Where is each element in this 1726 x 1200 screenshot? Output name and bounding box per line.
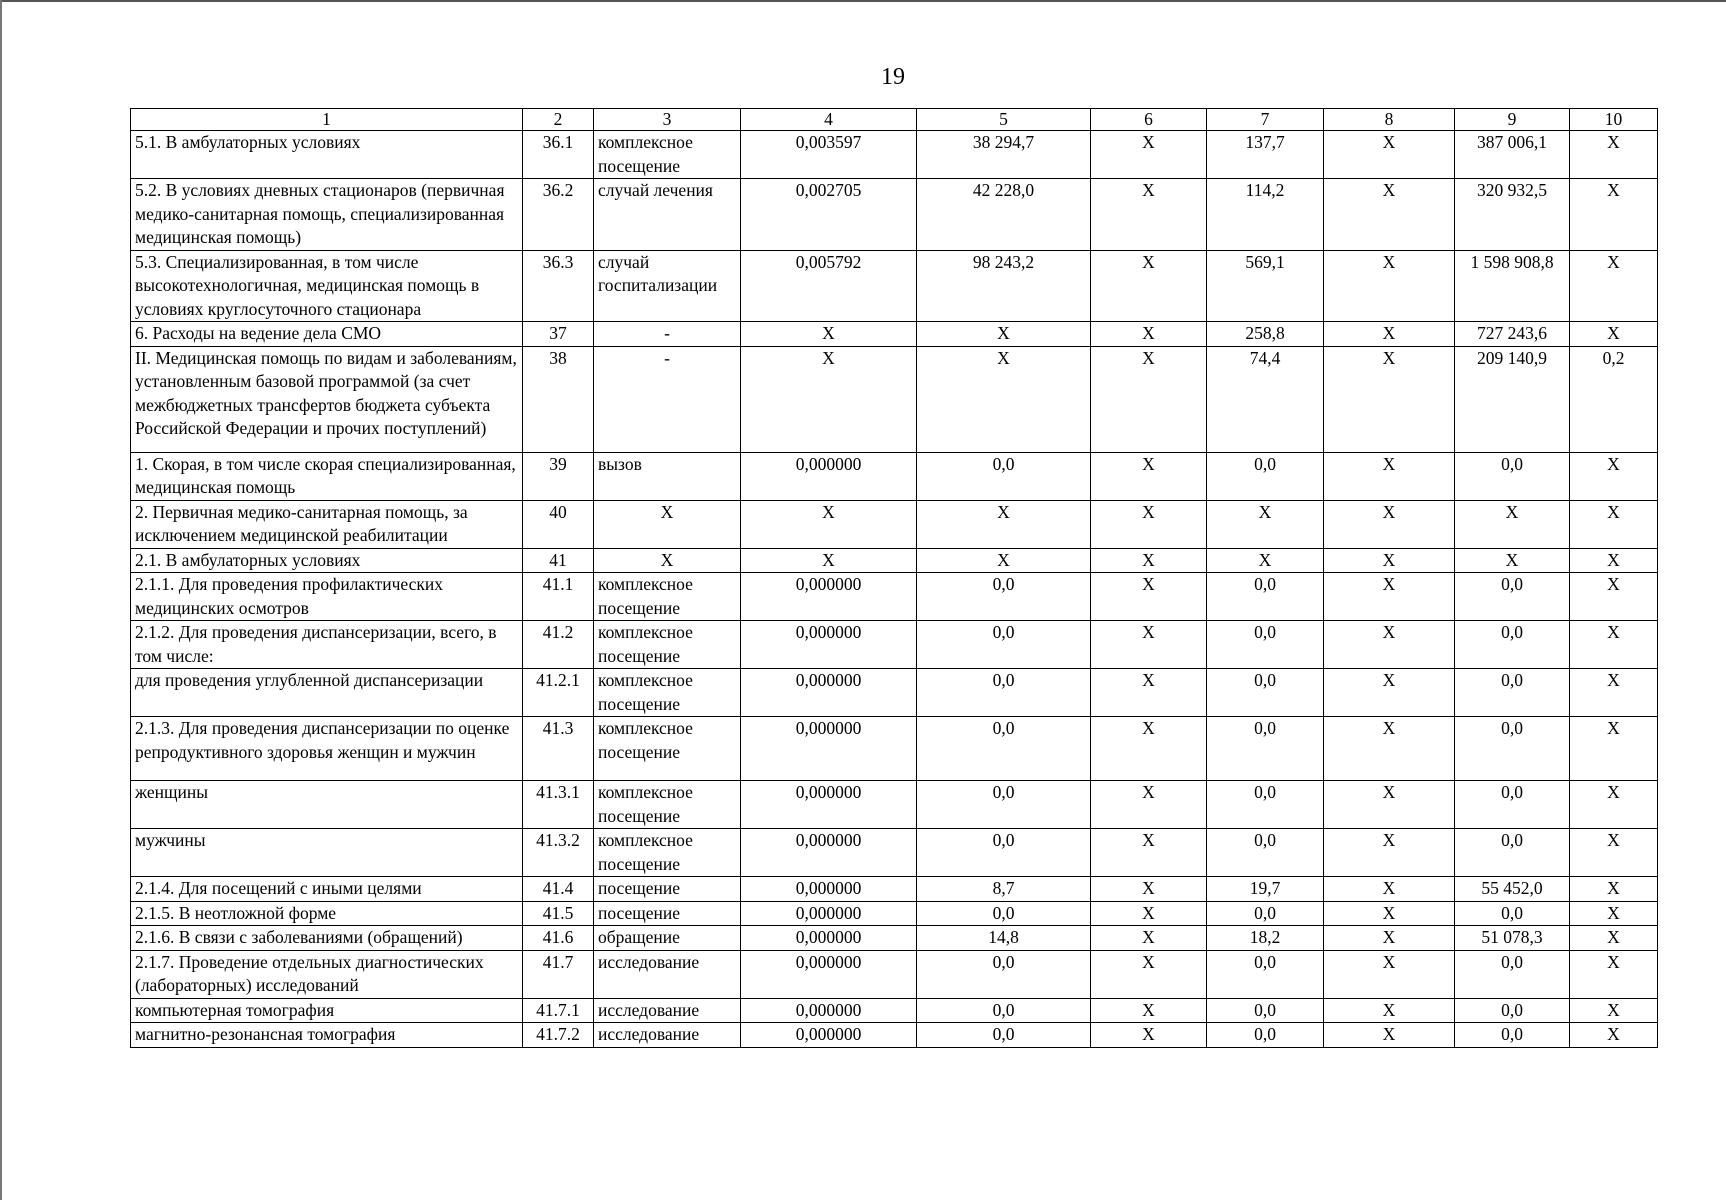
col4-cell: X <box>741 500 917 548</box>
col4-cell: 0,000000 <box>741 717 917 781</box>
unit-cell: комплексное посещение <box>594 781 741 829</box>
table-row <box>131 829 1658 877</box>
row-label-cell: 1. Скорая, в том числе скорая специализированная, медицинская помощь <box>131 452 523 500</box>
table-row <box>131 500 1658 548</box>
col4-cell: X <box>741 322 917 347</box>
col5-cell: X <box>917 500 1091 548</box>
col5-cell: 0,0 <box>917 781 1091 829</box>
col6-cell: X <box>1091 250 1207 322</box>
col10-cell: X <box>1570 781 1658 829</box>
row-code-cell: 37 <box>523 322 594 347</box>
unit-cell: случай госпитализации <box>594 250 741 322</box>
unit-cell: посещение <box>594 901 741 926</box>
col10-cell: X <box>1570 901 1658 926</box>
unit-cell: комплексное посещение <box>594 131 741 179</box>
row-code-cell: 41.4 <box>523 877 594 902</box>
col6-cell: X <box>1091 322 1207 347</box>
col8-cell: X <box>1324 621 1455 669</box>
col9-cell: 0,0 <box>1455 781 1570 829</box>
row-code-cell: 41.7.1 <box>523 998 594 1023</box>
column-header: 9 <box>1455 109 1570 131</box>
column-header: 7 <box>1207 109 1324 131</box>
column-header: 1 <box>131 109 523 131</box>
col8-cell: X <box>1324 573 1455 621</box>
unit-cell: случай лечения <box>594 179 741 251</box>
col9-cell: 0,0 <box>1455 998 1570 1023</box>
col5-cell: X <box>917 346 1091 452</box>
table-row <box>131 901 1658 926</box>
col6-cell: X <box>1091 1023 1207 1048</box>
col8-cell: X <box>1324 998 1455 1023</box>
column-header: 2 <box>523 109 594 131</box>
table-row <box>131 998 1658 1023</box>
col4-cell: 0,000000 <box>741 950 917 998</box>
col10-cell: X <box>1570 548 1658 573</box>
col10-cell: X <box>1570 250 1658 322</box>
col8-cell: X <box>1324 1023 1455 1048</box>
col5-cell: 98 243,2 <box>917 250 1091 322</box>
col6-cell: X <box>1091 926 1207 951</box>
col5-cell: X <box>917 548 1091 573</box>
col8-cell: X <box>1324 950 1455 998</box>
row-label-cell: 2.1.3. Для проведения диспансеризации по оценке репродуктивного здоровья женщин и мужчин <box>131 717 523 781</box>
column-header: 6 <box>1091 109 1207 131</box>
row-label-cell: 2.1.5. В неотложной форме <box>131 901 523 926</box>
table-row <box>131 1023 1658 1048</box>
col9-cell: 0,0 <box>1455 1023 1570 1048</box>
table-row <box>131 621 1658 669</box>
col7-cell: 19,7 <box>1207 877 1324 902</box>
col6-cell: X <box>1091 717 1207 781</box>
row-label-cell: 2.1.2. Для проведения диспансеризации, всего, в том числе: <box>131 621 523 669</box>
row-code-cell: 41.5 <box>523 901 594 926</box>
table-row <box>131 669 1658 717</box>
scan-edge-left <box>0 0 2 1200</box>
col7-cell: 0,0 <box>1207 1023 1324 1048</box>
col9-cell: 0,0 <box>1455 573 1570 621</box>
col5-cell: 0,0 <box>917 901 1091 926</box>
col7-cell: X <box>1207 500 1324 548</box>
row-label-cell: магнитно-резонансная томография <box>131 1023 523 1048</box>
col10-cell: X <box>1570 669 1658 717</box>
col10-cell: 0,2 <box>1570 346 1658 452</box>
col4-cell: 0,000000 <box>741 877 917 902</box>
row-code-cell: 41 <box>523 548 594 573</box>
unit-cell: - <box>594 322 741 347</box>
row-code-cell: 41.7.2 <box>523 1023 594 1048</box>
col4-cell: 0,000000 <box>741 452 917 500</box>
col10-cell: X <box>1570 500 1658 548</box>
col6-cell: X <box>1091 500 1207 548</box>
col4-cell: 0,000000 <box>741 573 917 621</box>
col6-cell: X <box>1091 669 1207 717</box>
col8-cell: X <box>1324 179 1455 251</box>
col7-cell: 0,0 <box>1207 717 1324 781</box>
row-code-cell: 41.6 <box>523 926 594 951</box>
col7-cell: 0,0 <box>1207 829 1324 877</box>
row-code-cell: 40 <box>523 500 594 548</box>
col8-cell: X <box>1324 131 1455 179</box>
row-code-cell: 41.2.1 <box>523 669 594 717</box>
col5-cell: 0,0 <box>917 717 1091 781</box>
col9-cell: 0,0 <box>1455 669 1570 717</box>
col8-cell: X <box>1324 500 1455 548</box>
col4-cell: X <box>741 548 917 573</box>
col9-cell: 387 006,1 <box>1455 131 1570 179</box>
row-label-cell: 6. Расходы на ведение дела СМО <box>131 322 523 347</box>
col6-cell: X <box>1091 621 1207 669</box>
col7-cell: 569,1 <box>1207 250 1324 322</box>
unit-cell: X <box>594 500 741 548</box>
col7-cell: 137,7 <box>1207 131 1324 179</box>
col7-cell: 0,0 <box>1207 998 1324 1023</box>
col7-cell: 0,0 <box>1207 901 1324 926</box>
col4-cell: 0,000000 <box>741 901 917 926</box>
row-label-cell: 2.1.1. Для проведения профилактических медицинских осмотров <box>131 573 523 621</box>
row-code-cell: 36.1 <box>523 131 594 179</box>
table-row <box>131 781 1658 829</box>
row-code-cell: 41.3.2 <box>523 829 594 877</box>
col9-cell: 0,0 <box>1455 452 1570 500</box>
col8-cell: X <box>1324 829 1455 877</box>
row-label-cell: компьютерная томография <box>131 998 523 1023</box>
col8-cell: X <box>1324 548 1455 573</box>
unit-cell: комплексное посещение <box>594 573 741 621</box>
unit-cell: исследование <box>594 950 741 998</box>
col9-cell: X <box>1455 548 1570 573</box>
col9-cell: X <box>1455 500 1570 548</box>
col8-cell: X <box>1324 717 1455 781</box>
col4-cell: 0,000000 <box>741 781 917 829</box>
col10-cell: X <box>1570 950 1658 998</box>
col5-cell: 0,0 <box>917 669 1091 717</box>
col6-cell: X <box>1091 877 1207 902</box>
data-table <box>130 108 1658 1048</box>
table-row <box>131 250 1658 322</box>
col10-cell: X <box>1570 621 1658 669</box>
col4-cell: 0,000000 <box>741 621 917 669</box>
row-code-cell: 41.2 <box>523 621 594 669</box>
col7-cell: 74,4 <box>1207 346 1324 452</box>
col5-cell: 0,0 <box>917 452 1091 500</box>
row-code-cell: 41.3 <box>523 717 594 781</box>
col7-cell: X <box>1207 548 1324 573</box>
col4-cell: 0,000000 <box>741 829 917 877</box>
row-label-cell: 2.1.4. Для посещений с иными целями <box>131 877 523 902</box>
col6-cell: X <box>1091 901 1207 926</box>
col9-cell: 55 452,0 <box>1455 877 1570 902</box>
unit-cell: посещение <box>594 877 741 902</box>
col5-cell: 0,0 <box>917 621 1091 669</box>
col8-cell: X <box>1324 926 1455 951</box>
row-label-cell: 2.1.6. В связи с заболеваниями (обращений) <box>131 926 523 951</box>
unit-cell: комплексное посещение <box>594 669 741 717</box>
column-header: 4 <box>741 109 917 131</box>
col5-cell: X <box>917 322 1091 347</box>
col5-cell: 42 228,0 <box>917 179 1091 251</box>
col8-cell: X <box>1324 901 1455 926</box>
col8-cell: X <box>1324 250 1455 322</box>
col6-cell: X <box>1091 998 1207 1023</box>
table-row <box>131 548 1658 573</box>
row-code-cell: 41.7 <box>523 950 594 998</box>
row-label-cell: II. Медицинская помощь по видам и заболеваниям, установленным базовой программой (за счет межбюджетных трансфертов бюджета субъекта Российской Федерации и прочих поступлений) <box>131 346 523 452</box>
row-label-cell: 5.3. Специализированная, в том числе высокотехнологичная, медицинская помощь в условиях круглосуточного стационара <box>131 250 523 322</box>
col8-cell: X <box>1324 452 1455 500</box>
col8-cell: X <box>1324 669 1455 717</box>
col10-cell: X <box>1570 717 1658 781</box>
col8-cell: X <box>1324 346 1455 452</box>
unit-cell: исследование <box>594 1023 741 1048</box>
col6-cell: X <box>1091 131 1207 179</box>
col9-cell: 1 598 908,8 <box>1455 250 1570 322</box>
row-code-cell: 41.3.1 <box>523 781 594 829</box>
table-row <box>131 179 1658 251</box>
col6-cell: X <box>1091 452 1207 500</box>
col9-cell: 209 140,9 <box>1455 346 1570 452</box>
col5-cell: 0,0 <box>917 1023 1091 1048</box>
col9-cell: 51 078,3 <box>1455 926 1570 951</box>
col9-cell: 727 243,6 <box>1455 322 1570 347</box>
col10-cell: X <box>1570 829 1658 877</box>
col10-cell: X <box>1570 573 1658 621</box>
row-label-cell: женщины <box>131 781 523 829</box>
row-code-cell: 38 <box>523 346 594 452</box>
col10-cell: X <box>1570 131 1658 179</box>
col7-cell: 0,0 <box>1207 781 1324 829</box>
col6-cell: X <box>1091 950 1207 998</box>
col5-cell: 8,7 <box>917 877 1091 902</box>
col9-cell: 0,0 <box>1455 950 1570 998</box>
col8-cell: X <box>1324 322 1455 347</box>
row-label-cell: для проведения углубленной диспансеризации <box>131 669 523 717</box>
col10-cell: X <box>1570 877 1658 902</box>
row-code-cell: 41.1 <box>523 573 594 621</box>
column-header: 5 <box>917 109 1091 131</box>
col4-cell: 0,000000 <box>741 926 917 951</box>
table-row <box>131 926 1658 951</box>
col9-cell: 320 932,5 <box>1455 179 1570 251</box>
col10-cell: X <box>1570 1023 1658 1048</box>
col5-cell: 38 294,7 <box>917 131 1091 179</box>
row-label-cell: 5.2. В условиях дневных стационаров (первичная медико-санитарная помощь, специализированная медицинская помощь) <box>131 179 523 251</box>
col7-cell: 0,0 <box>1207 452 1324 500</box>
table-row <box>131 573 1658 621</box>
table-row <box>131 950 1658 998</box>
col4-cell: 0,002705 <box>741 179 917 251</box>
col7-cell: 258,8 <box>1207 322 1324 347</box>
table-row <box>131 322 1658 347</box>
col8-cell: X <box>1324 877 1455 902</box>
column-header: 10 <box>1570 109 1658 131</box>
column-header: 8 <box>1324 109 1455 131</box>
unit-cell: исследование <box>594 998 741 1023</box>
col9-cell: 0,0 <box>1455 621 1570 669</box>
row-code-cell: 39 <box>523 452 594 500</box>
col6-cell: X <box>1091 781 1207 829</box>
col8-cell: X <box>1324 781 1455 829</box>
col9-cell: 0,0 <box>1455 829 1570 877</box>
col10-cell: X <box>1570 322 1658 347</box>
col7-cell: 0,0 <box>1207 950 1324 998</box>
unit-cell: комплексное посещение <box>594 621 741 669</box>
col10-cell: X <box>1570 998 1658 1023</box>
col10-cell: X <box>1570 452 1658 500</box>
col6-cell: X <box>1091 179 1207 251</box>
row-label-cell: 2.1. В амбулаторных условиях <box>131 548 523 573</box>
col7-cell: 18,2 <box>1207 926 1324 951</box>
row-label-cell: мужчины <box>131 829 523 877</box>
col4-cell: 0,000000 <box>741 669 917 717</box>
col4-cell: 0,000000 <box>741 1023 917 1048</box>
col4-cell: 0,005792 <box>741 250 917 322</box>
col5-cell: 0,0 <box>917 829 1091 877</box>
col5-cell: 14,8 <box>917 926 1091 951</box>
col6-cell: X <box>1091 548 1207 573</box>
col5-cell: 0,0 <box>917 573 1091 621</box>
unit-cell: комплексное посещение <box>594 717 741 781</box>
col9-cell: 0,0 <box>1455 717 1570 781</box>
table-row <box>131 452 1658 500</box>
row-code-cell: 36.2 <box>523 179 594 251</box>
row-label-cell: 2. Первичная медико-санитарная помощь, за исключением медицинской реабилитации <box>131 500 523 548</box>
table-row <box>131 346 1658 452</box>
column-header: 3 <box>594 109 741 131</box>
col7-cell: 0,0 <box>1207 669 1324 717</box>
col10-cell: X <box>1570 179 1658 251</box>
table-row <box>131 131 1658 179</box>
col7-cell: 0,0 <box>1207 573 1324 621</box>
col9-cell: 0,0 <box>1455 901 1570 926</box>
table-row <box>131 717 1658 781</box>
col6-cell: X <box>1091 573 1207 621</box>
unit-cell: комплексное посещение <box>594 829 741 877</box>
unit-cell: X <box>594 548 741 573</box>
scan-edge-top <box>0 0 1726 2</box>
table-body <box>131 131 1658 1048</box>
col10-cell: X <box>1570 926 1658 951</box>
row-label-cell: 2.1.7. Проведение отдельных диагностических (лабораторных) исследований <box>131 950 523 998</box>
col6-cell: X <box>1091 829 1207 877</box>
unit-cell: обращение <box>594 926 741 951</box>
header-row <box>131 109 1658 131</box>
unit-cell: вызов <box>594 452 741 500</box>
page-number: 19 <box>881 64 905 90</box>
table-row <box>131 877 1658 902</box>
col5-cell: 0,0 <box>917 998 1091 1023</box>
col5-cell: 0,0 <box>917 950 1091 998</box>
row-label-cell: 5.1. В амбулаторных условиях <box>131 131 523 179</box>
unit-cell: - <box>594 346 741 452</box>
col4-cell: X <box>741 346 917 452</box>
row-code-cell: 36.3 <box>523 250 594 322</box>
col4-cell: 0,000000 <box>741 998 917 1023</box>
col7-cell: 114,2 <box>1207 179 1324 251</box>
col7-cell: 0,0 <box>1207 621 1324 669</box>
col6-cell: X <box>1091 346 1207 452</box>
col4-cell: 0,003597 <box>741 131 917 179</box>
